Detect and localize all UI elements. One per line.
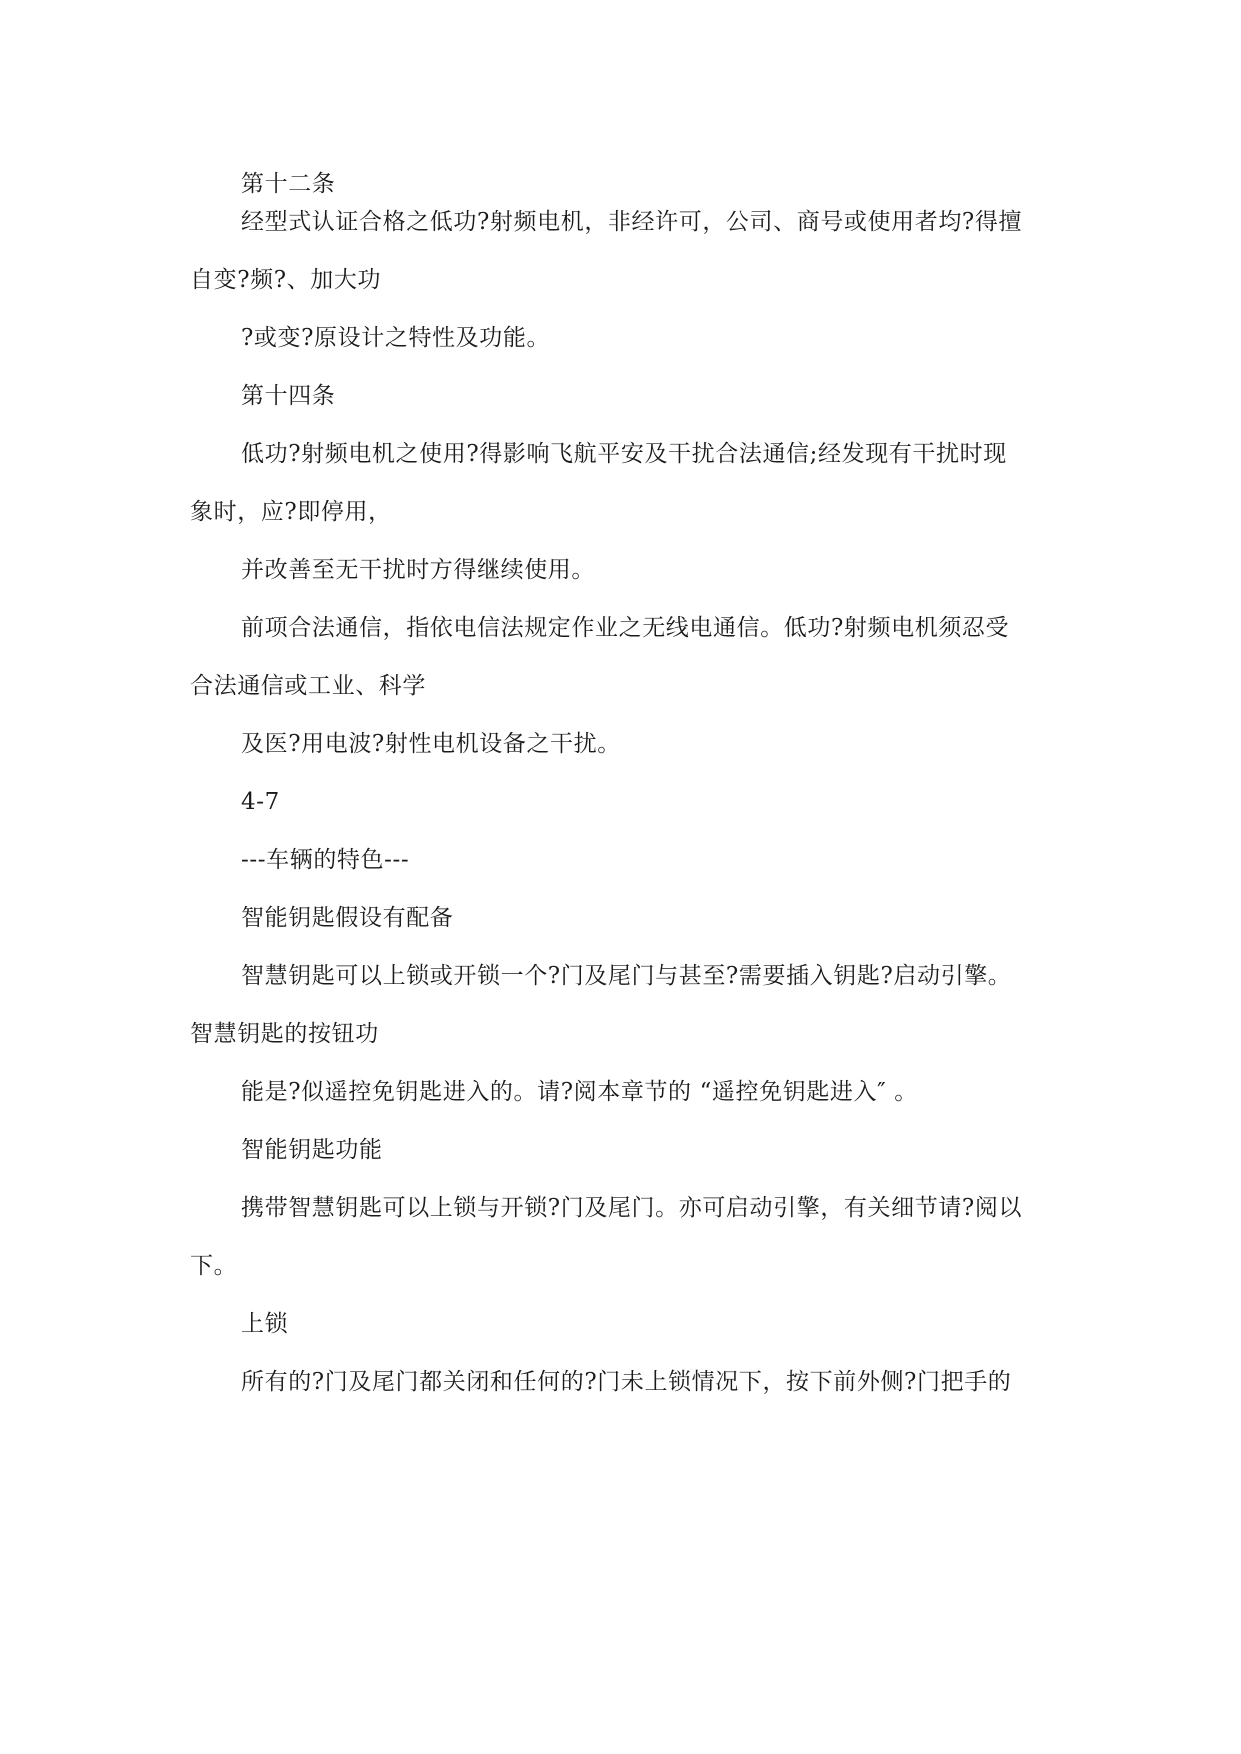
paragraph-line: 下。 xyxy=(190,1253,238,1279)
paragraph-line: 智慧钥匙的按钮功 xyxy=(190,1021,379,1047)
paragraph-line: 并改善至无干扰时方得继续使用。 xyxy=(241,557,595,583)
paragraph-line: 及医?用电波?射性电机设备之干扰。 xyxy=(241,731,621,757)
paragraph-line: 象时，应?即停用， xyxy=(190,499,392,525)
paragraph-line: 智慧钥匙可以上锁或开锁一个?门及尾门与甚至?需要插入钥匙?启动引擎。 xyxy=(241,963,1012,989)
paragraph-line: 能是?似遥控免钥匙进入的。请?阅本章节的 “遥控免钥匙进入″ 。 xyxy=(241,1079,918,1105)
paragraph-line: 低功?射频电机之使用?得影响飞航平安及干扰合法通信;经发现有干扰时现 xyxy=(241,441,1007,467)
paragraph-line: 合法通信或工业、科学 xyxy=(190,673,426,699)
paragraph-line: 携带智慧钥匙可以上锁与开锁?门及尾门。亦可启动引擎，有关细节请?阅以 xyxy=(241,1195,1023,1221)
paragraph-line: ?或变?原设计之特性及功能。 xyxy=(241,325,551,351)
paragraph-line: 前项合法通信，指依电信法规定作业之无线电通信。低功?射频电机须忍受 xyxy=(241,615,1010,641)
paragraph-line: 自变?频?、加大功 xyxy=(190,267,382,293)
paragraph-line: 所有的?门及尾门都关闭和任何的?门未上锁情况下，按下前外侧?门把手的 xyxy=(241,1369,1012,1395)
article-heading-12: 第十二条 xyxy=(241,171,336,197)
paragraph-line: 经型式认证合格之低功?射频电机，非经许可，公司、商号或使用者均?得擅 xyxy=(241,209,1023,235)
subsection-heading: 智能钥匙假设有配备 xyxy=(241,905,454,931)
article-heading-14: 第十四条 xyxy=(241,383,336,409)
page-number: 4-7 xyxy=(241,789,280,815)
subsection-heading: 上锁 xyxy=(241,1311,289,1337)
subsection-heading: 智能钥匙功能 xyxy=(241,1137,383,1163)
section-heading: ---车辆的特色--- xyxy=(241,847,410,873)
